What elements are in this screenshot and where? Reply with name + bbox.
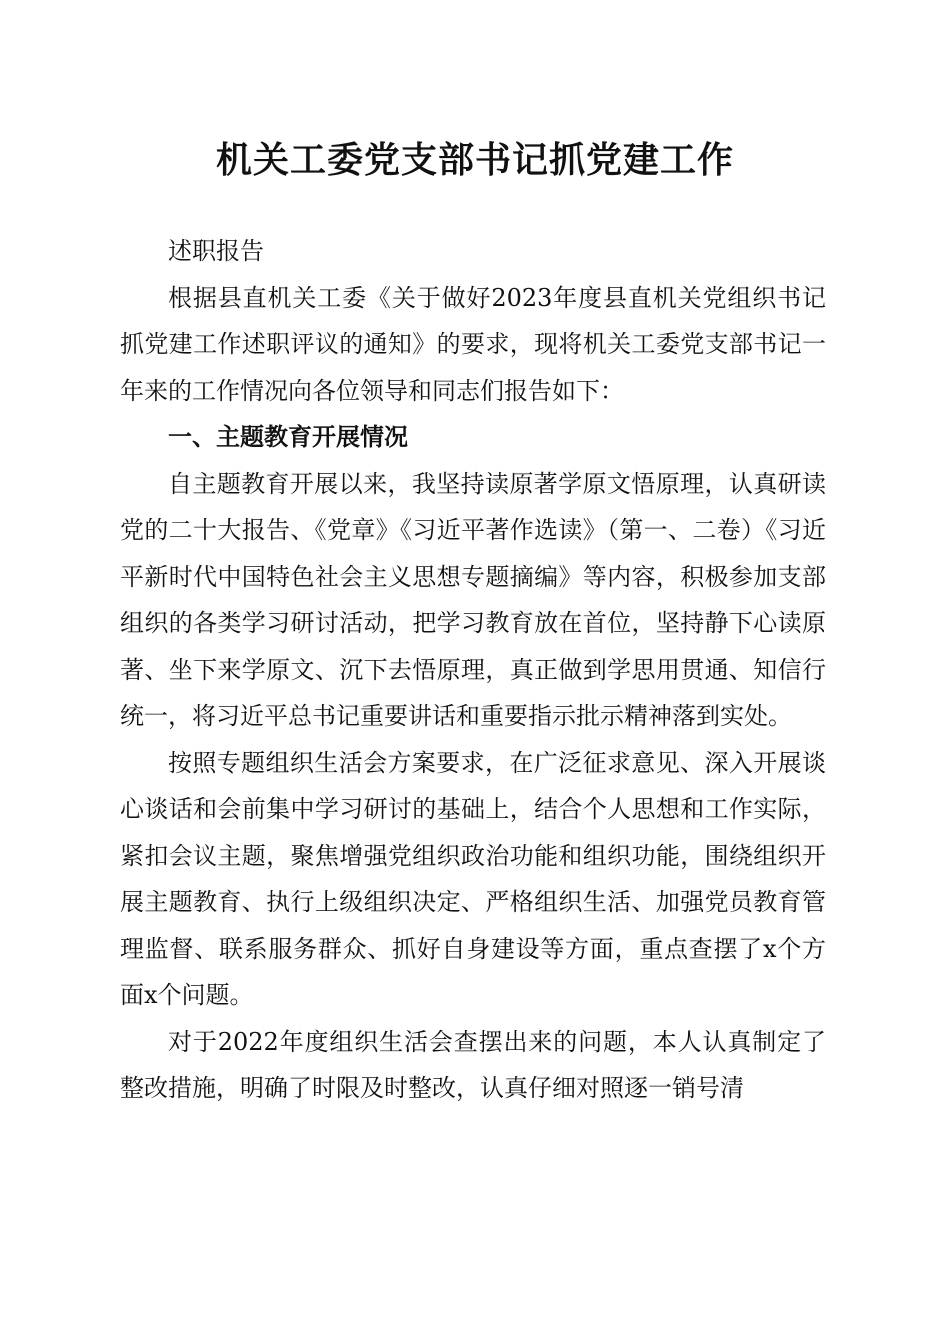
section-heading: 一、主题教育开展情况 <box>168 423 408 451</box>
document-subtitle: 述职报告 <box>168 237 264 265</box>
body-paragraph-1: 自主题教育开展以来，我坚持读原著学原文悟原理，认真研读党的二十大报告、《党章》《习近平著作选读》（第一、二卷）《习近平新时代中国特色社会主义思想专题摘编》等内容，积极参加支部组织的各类学习研讨活动，把学习教育放在首位，坚持静下心读原著、坐下来学原文、沉下去悟原理，真正做到学思用贯通、知信行统一，将习近平总书记重要讲话和重要指示批示精神落到实处。 <box>120 469 826 730</box>
body-paragraph-3: 对于2022年度组织生活会查摆出来的问题，本人认真制定了整改措施，明确了时限及时整改，认真仔细对照逐一销号清 <box>120 1027 826 1102</box>
body-paragraph-2: 按照专题组织生活会方案要求，在广泛征求意见、深入开展谈心谈话和会前集中学习研讨的基础上，结合个人思想和工作实际，紧扣会议主题，聚焦增强党组织政治功能和组织功能，围绕组织开展主题教育、执行上级组织决定、严格组织生活、加强党员教育管理监督、联系服务群众、抓好自身建设等方面，重点查摆了x个方面x个问题。 <box>120 748 826 1009</box>
document-body <box>120 228 826 1112</box>
intro-paragraph: 根据县直机关工委《关于做好2023年度县直机关党组织书记抓党建工作述职评议的通知》的要求，现将机关工委党支部书记一年来的工作情况向各位领导和同志们报告如下： <box>120 283 826 405</box>
document-title: 机关工委党支部书记抓党建工作 <box>215 139 734 181</box>
